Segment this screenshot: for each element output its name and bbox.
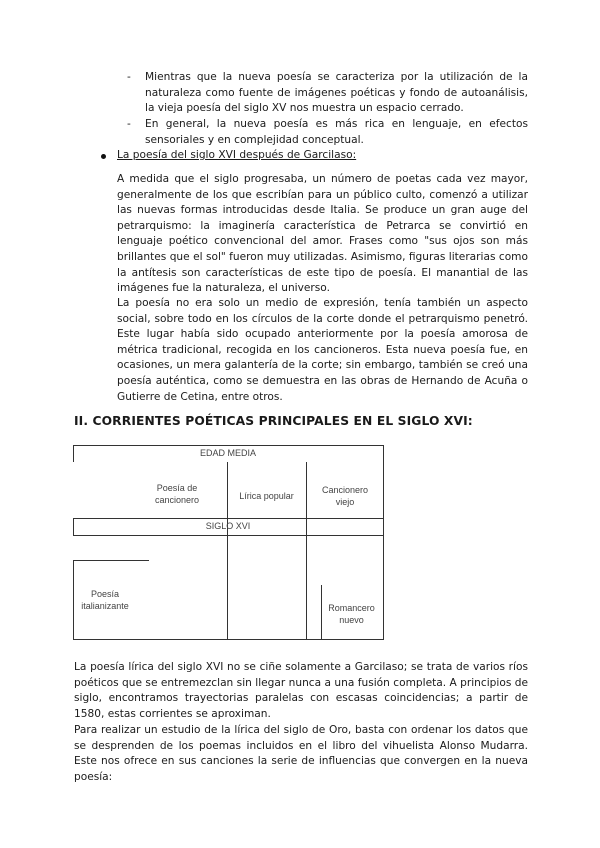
- sub-item-1: Mientras que la nueva poesía se caracteriza por la utilización de la naturaleza como fuente de imágenes poéticas y fondo de autoanálisis, la vieja poesía del siglo XV nos muestra un espacio cerrado.: [145, 71, 528, 115]
- poesia-cancionero-label: Poesía de cancionero: [154, 483, 200, 505]
- siglo-xvi-label: SIGLO XVI: [205, 521, 251, 531]
- dash-marker: -: [127, 71, 131, 83]
- paragraph: La poesía no era solo un medio de expresión, tenía también un aspecto social, sobre todo en los círculos de la corte donde el petrarquismo penetró. Este lugar había sido ocupado anteriormente por la poesía amorosa de métrica tradicional, recogida en los cancioneros. Esta nueva poesía fue, en ocasiones, un mera galantería de la corte; sin embargo, también se creó una poesía auténtica, como se demuestra en las obras de Hernando de Acuña o Gutierre de Cetina, entre otros.: [117, 297, 528, 403]
- cancionero-viejo-label: Cancionero viejo: [321, 485, 369, 507]
- bullet-heading: La poesía del siglo XVI después de Garcilaso:: [117, 149, 357, 161]
- bullet-icon: [101, 154, 106, 159]
- poesia-italianizante-label: Poesía italianizante: [81, 589, 129, 611]
- paragraph: A medida que el siglo progresaba, un número de poetas cada vez mayor, generalmente de los que escribían para un público culto, comenzó a utilizar las nuevas formas introducidas desde Italia. Se produce un gran auge del petrarquismo: la imaginería característica de Petrarca se convirtió en lenguaje poético convencional del amor. Frases como "sus ojos son más brillantes que el sol" fueron muy utilizadas. Asimismo, figuras literarias como la antítesis son características de este tipo de poesía. El manantial de las imágenes fue la naturaleza, el universo.: [117, 173, 528, 295]
- lirica-popular-label: Lírica popular: [239, 491, 294, 501]
- sub-item-2: En general, la nueva poesía es más rica en lenguaje, en efectos sensoriales y en complejidad conceptual.: [145, 118, 528, 146]
- romancero-nuevo-label: Romancero nuevo: [328, 603, 375, 625]
- paragraph: Para realizar un estudio de la lírica del siglo de Oro, basta con ordenar los datos que se desprenden de los poemas incluidos en el libro del vihuelista Alonso Mudarra. Este nos ofrece en sus canciones la serie de influencias que convergen en la nueva poesía:: [74, 724, 528, 783]
- paragraph: La poesía lírica del siglo XVI no se ciñe solamente a Garcilaso; se trata de varios ríos poéticos que se entremezclan sin llegar nunca a una fusión completa. A principios de siglo, encontramos trayectorias paralelas con escasas coincidencias; a partir de 1580, estas corrientes se aproximan.: [74, 661, 528, 720]
- edad-media-label: EDAD MEDIA: [199, 448, 256, 458]
- dash-marker: -: [127, 118, 131, 130]
- section-heading: II. CORRIENTES POÉTICAS PRINCIPALES EN EL SIGLO XVI:: [74, 414, 473, 428]
